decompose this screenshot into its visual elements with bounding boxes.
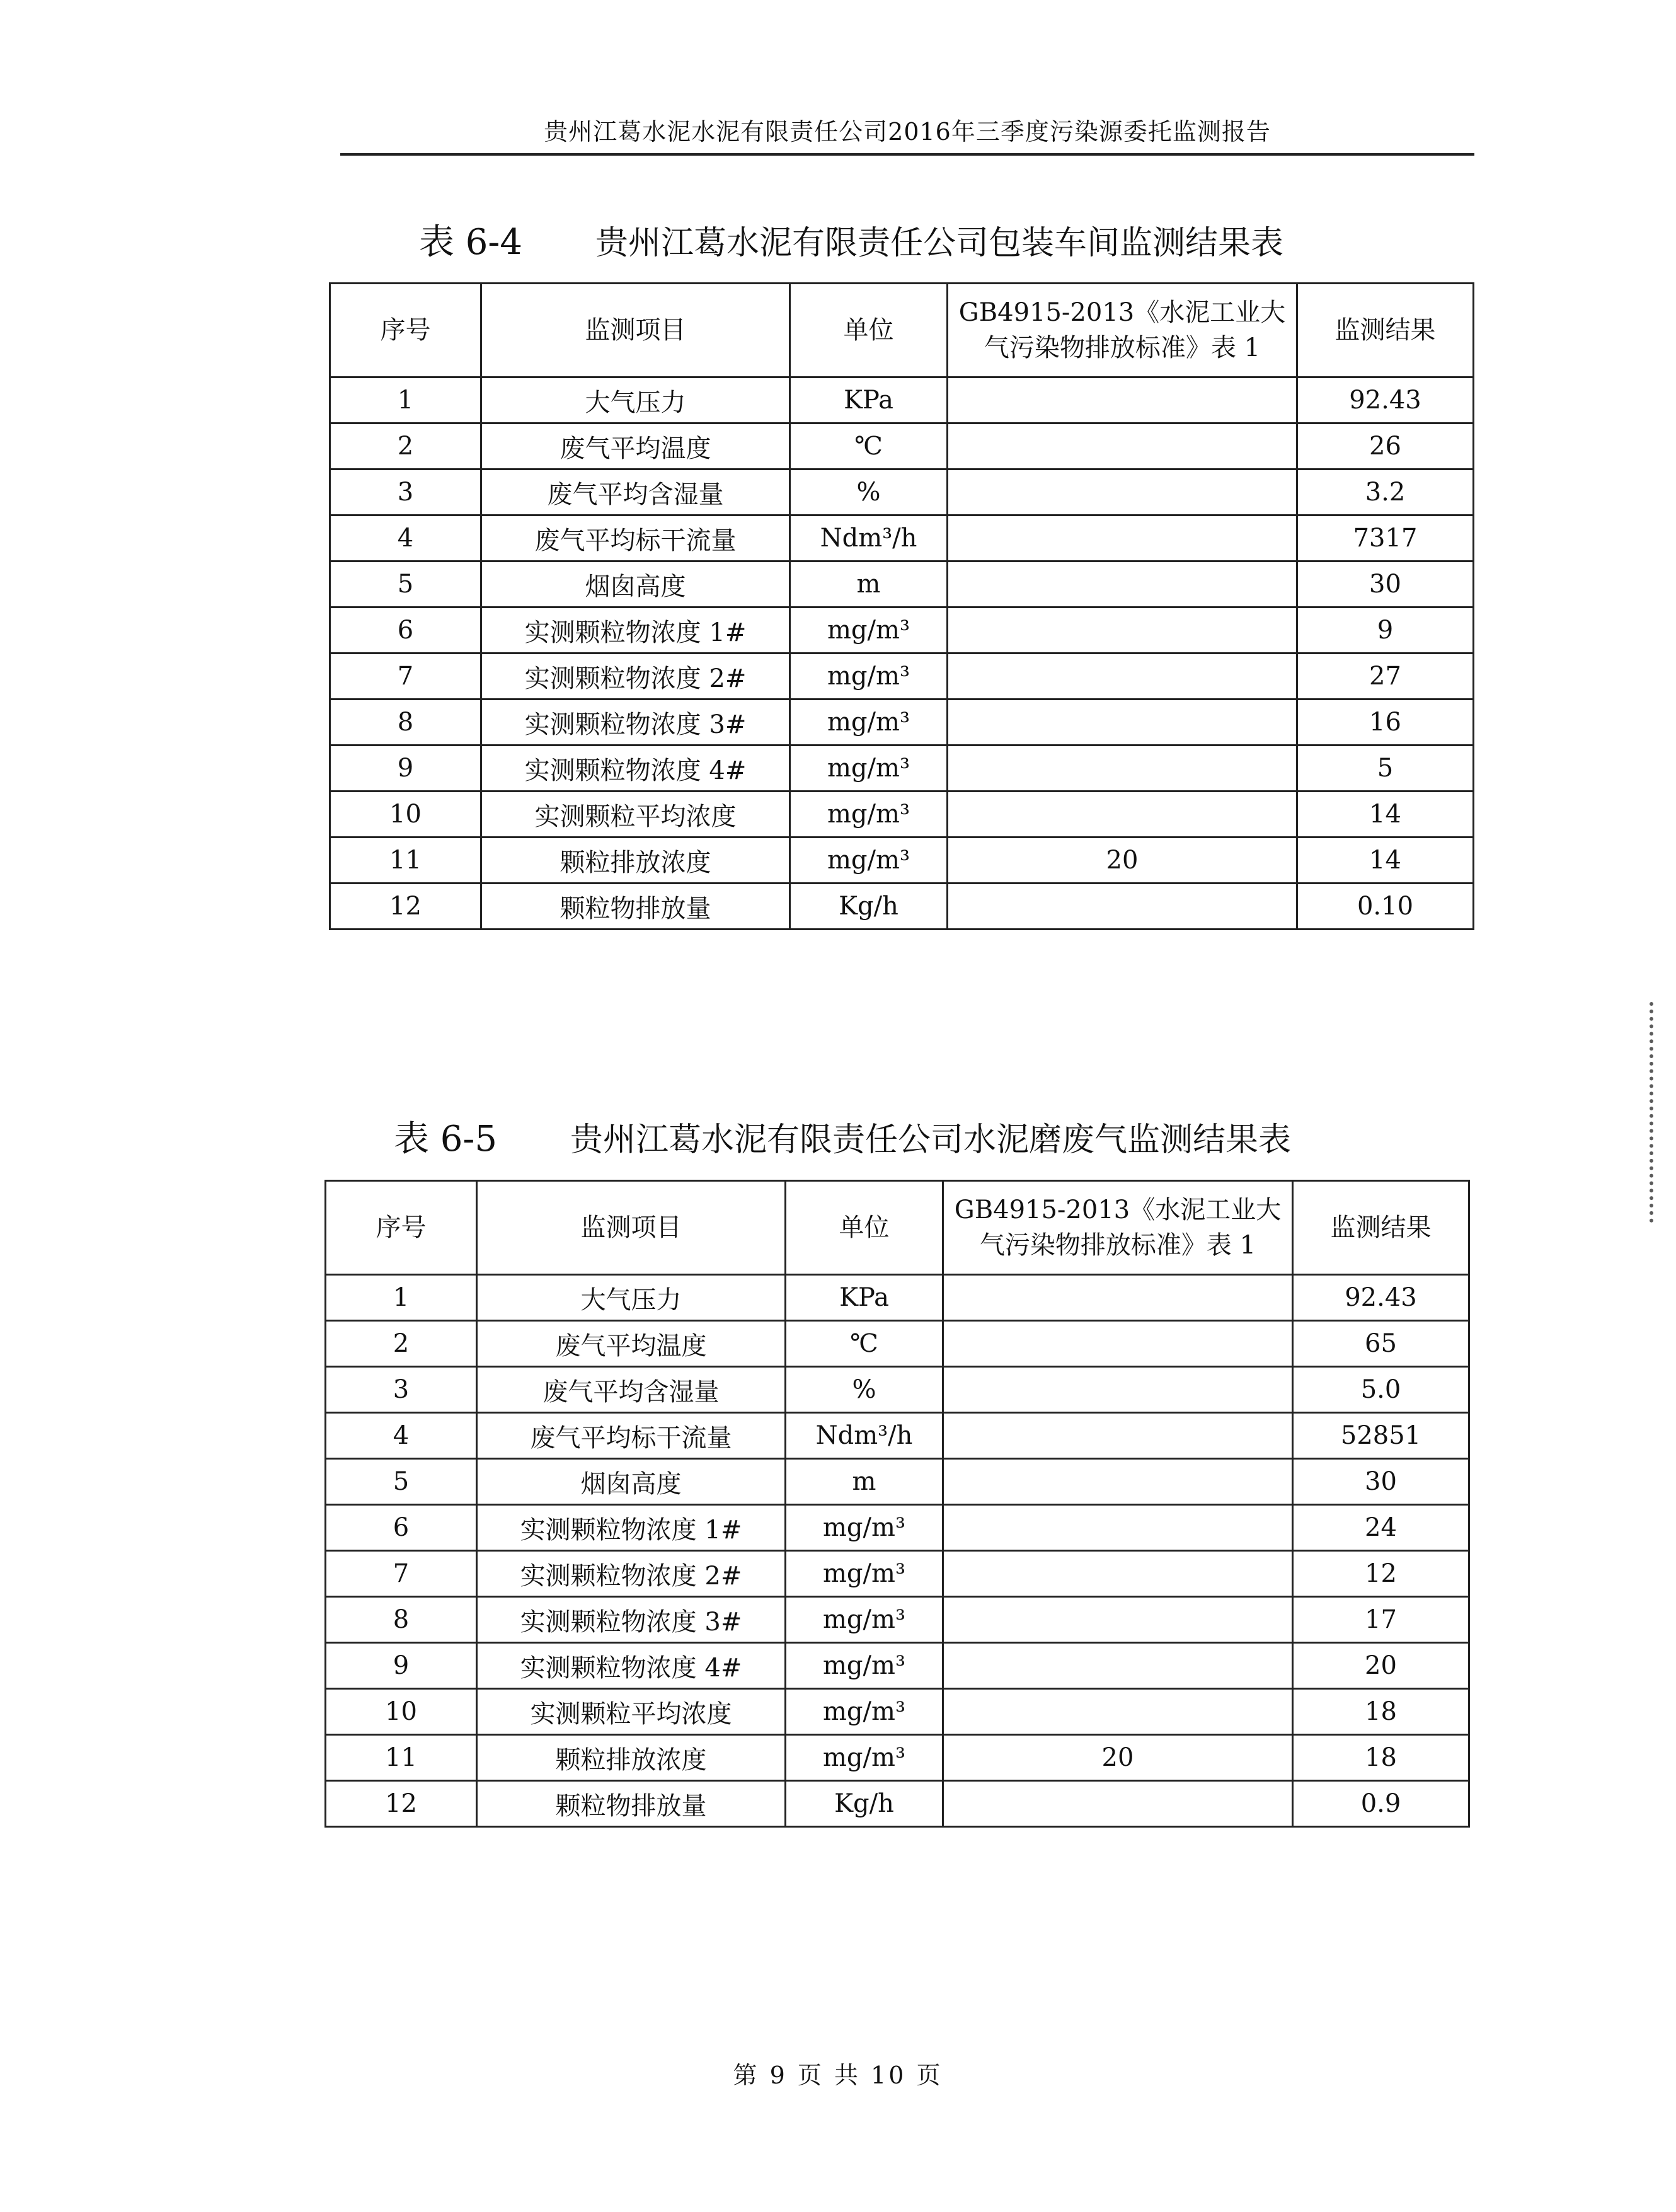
column-header-item: 监测项目 (481, 284, 790, 377)
column-header-result: 监测结果 (1293, 1181, 1469, 1275)
column-header-unit: 单位 (786, 1181, 943, 1275)
cell-index: 5 (326, 1459, 477, 1505)
cell-index: 10 (326, 1689, 477, 1735)
cell-item: 颗粒物排放量 (481, 884, 790, 930)
cell-item: 烟囱高度 (481, 562, 790, 608)
table-6-5 (324, 1180, 1470, 1828)
cell-index: 7 (326, 1551, 477, 1597)
cell-standard (948, 516, 1297, 562)
table-row (326, 1597, 1469, 1643)
cell-result: 18 (1293, 1735, 1469, 1781)
cell-unit: Ndm³/h (790, 516, 948, 562)
cell-unit: ℃ (790, 423, 948, 469)
cell-result: 26 (1297, 423, 1474, 469)
cell-item: 颗粒物排放量 (477, 1781, 786, 1827)
table-row (330, 608, 1474, 654)
column-header-unit: 单位 (790, 284, 948, 377)
cell-result: 20 (1293, 1643, 1469, 1689)
cell-index: 3 (326, 1367, 477, 1413)
table-6-4-body (330, 377, 1474, 930)
cell-item: 大气压力 (481, 377, 790, 423)
cell-result: 52851 (1293, 1413, 1469, 1459)
cell-index: 8 (326, 1597, 477, 1643)
cell-index: 10 (330, 792, 481, 838)
cell-standard (943, 1459, 1293, 1505)
cell-standard (943, 1367, 1293, 1413)
column-header-item: 监测项目 (477, 1181, 786, 1275)
cell-item: 废气平均温度 (477, 1321, 786, 1367)
cell-unit: KPa (790, 377, 948, 423)
cell-standard (943, 1275, 1293, 1321)
cell-unit: mg/m³ (790, 700, 948, 746)
table-row (330, 700, 1474, 746)
cell-unit: mg/m³ (786, 1643, 943, 1689)
cell-unit: m (786, 1459, 943, 1505)
table-row (330, 516, 1474, 562)
column-header-standard: GB4915-2013《水泥工业大气污染物排放标准》表 1 (943, 1181, 1293, 1275)
cell-result: 0.10 (1297, 884, 1474, 930)
cell-standard (948, 654, 1297, 700)
cell-result: 92.43 (1297, 377, 1474, 423)
cell-index: 6 (326, 1505, 477, 1551)
cell-unit: % (786, 1367, 943, 1413)
cell-result: 92.43 (1293, 1275, 1469, 1321)
cell-index: 12 (326, 1781, 477, 1827)
cell-unit: mg/m³ (786, 1597, 943, 1643)
table-row (330, 377, 1474, 423)
cell-result: 5.0 (1293, 1367, 1469, 1413)
cell-standard: 20 (943, 1735, 1293, 1781)
cell-standard (948, 423, 1297, 469)
table-row (326, 1781, 1469, 1827)
column-header-result: 监测结果 (1297, 284, 1474, 377)
cell-item: 实测颗粒物浓度 3# (481, 700, 790, 746)
cell-index: 8 (330, 700, 481, 746)
table-row (330, 746, 1474, 792)
cell-item: 颗粒排放浓度 (481, 838, 790, 884)
cell-unit: mg/m³ (790, 792, 948, 838)
table-6-5-body (326, 1275, 1469, 1827)
cell-standard (943, 1597, 1293, 1643)
cell-standard (948, 562, 1297, 608)
cell-item: 实测颗粒物浓度 4# (481, 746, 790, 792)
table-row (326, 1413, 1469, 1459)
cell-index: 2 (326, 1321, 477, 1367)
table-row (326, 1367, 1469, 1413)
cell-item: 废气平均标干流量 (477, 1413, 786, 1459)
cell-result: 18 (1293, 1689, 1469, 1735)
cell-index: 11 (330, 838, 481, 884)
cell-item: 实测颗粒物浓度 4# (477, 1643, 786, 1689)
cell-item: 实测颗粒物浓度 1# (477, 1505, 786, 1551)
cell-item: 废气平均标干流量 (481, 516, 790, 562)
cell-result: 27 (1297, 654, 1474, 700)
cell-standard (943, 1551, 1293, 1597)
cell-result: 30 (1293, 1459, 1469, 1505)
cell-item: 废气平均含湿量 (477, 1367, 786, 1413)
table-6-4-caption (419, 214, 1283, 265)
table-row (326, 1643, 1469, 1689)
cell-index: 9 (326, 1643, 477, 1689)
cell-item: 废气平均含湿量 (481, 469, 790, 516)
cell-index: 3 (330, 469, 481, 516)
column-header-index: 序号 (330, 284, 481, 377)
cell-result: 14 (1297, 792, 1474, 838)
table-row (326, 1551, 1469, 1597)
cell-unit: mg/m³ (790, 654, 948, 700)
cell-index: 6 (330, 608, 481, 654)
table-6-4-title: 贵州江葛水泥有限责任公司包装车间监测结果表 (595, 224, 1284, 262)
table-row (326, 1505, 1469, 1551)
cell-index: 1 (330, 377, 481, 423)
cell-unit: Kg/h (790, 884, 948, 930)
cell-item: 颗粒排放浓度 (477, 1735, 786, 1781)
cell-index: 4 (326, 1413, 477, 1459)
cell-index: 4 (330, 516, 481, 562)
cell-unit: mg/m³ (786, 1735, 943, 1781)
cell-standard (948, 746, 1297, 792)
table-row (326, 1735, 1469, 1781)
cell-result: 0.9 (1293, 1781, 1469, 1827)
column-header-index: 序号 (326, 1181, 477, 1275)
table-row (330, 654, 1474, 700)
table-row (326, 1689, 1469, 1735)
cell-standard (948, 469, 1297, 516)
table-row (326, 1275, 1469, 1321)
table-row (326, 1459, 1469, 1505)
cell-unit: mg/m³ (786, 1505, 943, 1551)
cell-index: 9 (330, 746, 481, 792)
table-header-row (326, 1181, 1469, 1275)
cell-item: 废气平均温度 (481, 423, 790, 469)
scan-edge-mark (1650, 1002, 1662, 1223)
cell-result: 3.2 (1297, 469, 1474, 516)
cell-item: 实测颗粒物浓度 2# (477, 1551, 786, 1597)
cell-result: 30 (1297, 562, 1474, 608)
cell-index: 12 (330, 884, 481, 930)
table-row (330, 792, 1474, 838)
cell-item: 烟囱高度 (477, 1459, 786, 1505)
cell-index: 1 (326, 1275, 477, 1321)
cell-item: 实测颗粒平均浓度 (477, 1689, 786, 1735)
page-header (340, 112, 1474, 156)
table-6-4-number: 表 6-4 (419, 222, 522, 263)
table-row (330, 423, 1474, 469)
cell-unit: % (790, 469, 948, 516)
cell-item: 实测颗粒物浓度 1# (481, 608, 790, 654)
cell-unit: mg/m³ (786, 1689, 943, 1735)
cell-standard (943, 1689, 1293, 1735)
cell-result: 5 (1297, 746, 1474, 792)
cell-unit: mg/m³ (790, 838, 948, 884)
table-row (326, 1321, 1469, 1367)
cell-result: 24 (1293, 1505, 1469, 1551)
cell-unit: Kg/h (786, 1781, 943, 1827)
page-number: 第 9 页 共 10 页 (733, 2061, 943, 2089)
cell-standard (943, 1643, 1293, 1689)
cell-unit: m (790, 562, 948, 608)
column-header-standard: GB4915-2013《水泥工业大气污染物排放标准》表 1 (948, 284, 1297, 377)
cell-unit: mg/m³ (786, 1551, 943, 1597)
table-row (330, 469, 1474, 516)
table-row (330, 884, 1474, 930)
table-header-row (330, 284, 1474, 377)
cell-item: 实测颗粒平均浓度 (481, 792, 790, 838)
cell-standard (943, 1321, 1293, 1367)
table-6-5-number: 表 6-5 (394, 1119, 497, 1160)
cell-index: 11 (326, 1735, 477, 1781)
cell-result: 16 (1297, 700, 1474, 746)
cell-result: 7317 (1297, 516, 1474, 562)
table-6-5-title: 贵州江葛水泥有限责任公司水泥磨废气监测结果表 (570, 1121, 1292, 1159)
cell-result: 14 (1297, 838, 1474, 884)
cell-index: 7 (330, 654, 481, 700)
cell-standard (948, 608, 1297, 654)
cell-result: 12 (1293, 1551, 1469, 1597)
cell-standard (948, 377, 1297, 423)
cell-index: 2 (330, 423, 481, 469)
cell-standard (948, 792, 1297, 838)
cell-unit: Ndm³/h (786, 1413, 943, 1459)
cell-result: 17 (1293, 1597, 1469, 1643)
cell-result: 65 (1293, 1321, 1469, 1367)
table-6-4 (329, 282, 1474, 930)
cell-unit: KPa (786, 1275, 943, 1321)
cell-standard (948, 884, 1297, 930)
cell-standard (948, 700, 1297, 746)
cell-unit: ℃ (786, 1321, 943, 1367)
cell-standard: 20 (948, 838, 1297, 884)
table-6-5-caption (394, 1111, 1291, 1161)
table-row (330, 838, 1474, 884)
cell-unit: mg/m³ (790, 746, 948, 792)
report-title: 贵州江葛水泥水泥有限责任公司2016年三季度污染源委托监测报告 (544, 118, 1271, 146)
cell-standard (943, 1413, 1293, 1459)
cell-index: 5 (330, 562, 481, 608)
cell-standard (943, 1505, 1293, 1551)
cell-item: 实测颗粒物浓度 2# (481, 654, 790, 700)
cell-result: 9 (1297, 608, 1474, 654)
cell-item: 实测颗粒物浓度 3# (477, 1597, 786, 1643)
cell-item: 大气压力 (477, 1275, 786, 1321)
cell-unit: mg/m³ (790, 608, 948, 654)
table-row (330, 562, 1474, 608)
cell-standard (943, 1781, 1293, 1827)
